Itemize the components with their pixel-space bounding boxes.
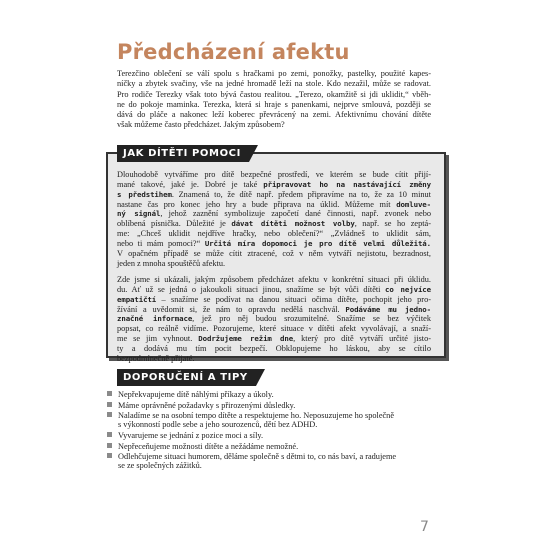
tip-text: Naladíme se na osobní tempo dítěte a respektujeme ho. Neposuzujeme ho společně xyxy=(118,411,395,421)
square-bullet-icon xyxy=(107,402,112,407)
paragraph-line: me se jim vyhnout. Dodržujeme režim dne, který pro dítě vytváří určité jisto- xyxy=(117,334,431,344)
emphasis-text: s předstihem xyxy=(117,189,172,199)
intro-line: ne do pokoje maminka. Terezka, která si hraje s panenkami, nejprve smlouvá, později se xyxy=(117,99,431,109)
emphasis-text: připravovat ho na nastávající změny xyxy=(263,179,431,189)
paragraph-line: ný signál, jehož zaznění symbolizuje započetí dané činnosti, např. zvonek nebo xyxy=(117,209,431,219)
square-bullet-icon xyxy=(107,453,112,458)
emphasis-text: značné informace xyxy=(117,314,193,324)
tip-text: Vyvarujeme se jednání z pozice moci a síly. xyxy=(118,430,264,440)
square-bullet-icon xyxy=(107,391,112,396)
paragraph-line: ty a dodává mu tím pocit bezpečí. Obklopujeme ho láskou, aby se cítilo xyxy=(117,343,431,353)
paragraph-line: jeden z mnoha spouštěčů afektu. xyxy=(117,258,226,268)
paragraph-line: empatičtí – snažíme se podívat na danou situaci očima dítěte, pochopit jeho pro- xyxy=(117,294,431,304)
paragraph-line: nastane čas pro konec jeho hry a bude připrava na úklid. Můžeme mít domluve- xyxy=(117,199,431,209)
paragraph-line: značné informace, jež pro něj budou srozumitelné. Snažíme se bez výčitek xyxy=(117,314,431,324)
emphasis-text: dávat dítěti možnost volby xyxy=(231,219,355,229)
tips-list xyxy=(107,390,437,472)
square-bullet-icon xyxy=(107,412,112,417)
page-title: Předcházení afektu xyxy=(117,40,350,64)
paragraph-line: s předstihem. Znamená to, že dítě např. předem připravíme na to, že za 10 minut xyxy=(117,189,431,199)
help-paragraph-2 xyxy=(117,275,431,364)
paragraph-line: oblíbená písnička. Důležité je dávat dítěti možnost volby, např. se ho zeptá- xyxy=(117,219,432,229)
intro-line: Terezčino oblečení se válí spolu s hračkami po zemi, ponožky, pastelky, použité kapes- xyxy=(117,69,431,78)
paragraph-line: nebo ti mám pomoci?“ Určitá míra dopomoci je pro dítě velmi důležitá. xyxy=(117,238,431,248)
tip-item xyxy=(107,452,437,470)
emphasis-text: empatičtí xyxy=(117,294,157,304)
tip-item xyxy=(107,442,437,451)
intro-line: však můžeme často předcházet. Jakým způsobem? xyxy=(117,120,285,130)
intro-line: dává do pláče a nakonec leží koberec převrácený na zemi. Afektivnímu chování dítěte xyxy=(117,110,431,120)
paragraph-line: popsat, co reálně vidíme. Pozorujeme, které situace v dítěti afekt vyvolávají, a snaží- xyxy=(117,324,431,334)
emphasis-text: ný signál xyxy=(117,209,161,219)
tip-text: se ze společných zážitků. xyxy=(118,461,202,471)
paragraph-line: V opačném případě se může cítit ztracené, což v něm vytváří nejistotu, bezradnost, xyxy=(117,248,431,258)
paragraph-line: du. Ať už se jedná o jakoukoli situaci jinou, snažíme se být vůči dítěti co nejvíce xyxy=(117,284,431,294)
emphasis-text: Určitá míra dopomoci je pro dítě velmi důležitá. xyxy=(204,238,431,248)
intro-line: níčky a zbytek svačiny, vše na jedné hromadě leží na stole. Kdo nezažil, může se radovat. xyxy=(117,79,431,89)
page-number: 7 xyxy=(420,519,429,535)
help-section-heading: JAK DÍTĚTI POMOCI xyxy=(117,145,249,162)
emphasis-text: domluve- xyxy=(396,199,431,209)
square-bullet-icon xyxy=(107,432,112,437)
intro-line: Pro rodiče Terezky však toto bývá častou realitou. „Terezo, okamžitě si jdi uklidit,“ vběh- xyxy=(117,89,431,99)
paragraph-line: Dlouhodobě vytváříme pro dítě bezpečné prostředí, ve kterém se bude cítit přijí- xyxy=(117,170,431,179)
tip-text: Nepřeceňujeme možnosti dítěte a nežádáme nemožné. xyxy=(118,441,299,451)
tip-text: Odlehčujeme situaci humorem, děláme společně s dětmi to, co nás baví, a radujeme xyxy=(118,452,397,462)
emphasis-text: Dodržujeme režim dne xyxy=(198,334,294,344)
paragraph-line: bezpodmínečně přijaté. xyxy=(117,353,195,363)
help-paragraph-1 xyxy=(117,170,431,268)
paragraph-line: mané takové, jaké je. Dobré je také připravovat ho na nastávající změny xyxy=(117,179,431,189)
tip-item xyxy=(107,411,437,429)
tip-item xyxy=(107,431,437,440)
square-bullet-icon xyxy=(107,443,112,448)
tip-text: Máme oprávněné požadavky s přirozenými důsledky. xyxy=(118,400,296,410)
tip-text: Nepřekvapujeme dítě náhlými příkazy a úkoly. xyxy=(118,390,274,399)
paragraph-line: me: „Chceš uklidit nejdříve hračky, nebo oblečení?“ „Zvládneš to uklidit sám, xyxy=(117,229,431,239)
tip-item xyxy=(107,390,437,399)
tip-text: s výkonností podle sebe a jeho sourozenců, dětí bez ADHD. xyxy=(118,420,318,430)
intro-paragraph xyxy=(117,69,431,131)
tip-item xyxy=(107,401,437,410)
emphasis-text: Podáváme mu jedno- xyxy=(345,304,432,314)
tips-section-heading: DOPORUČENÍ A TIPY xyxy=(117,369,256,386)
paragraph-line: Zde jsme si ukázali, jakým způsobem předcházet afektu v konkrétní situaci při úklidu. xyxy=(117,275,431,284)
paragraph-line: žívání a uvědomit si, že nám to opravdu nedělá naschvál. Podáváme mu jedno- xyxy=(117,304,432,314)
emphasis-text: co nejvíce xyxy=(385,284,431,294)
